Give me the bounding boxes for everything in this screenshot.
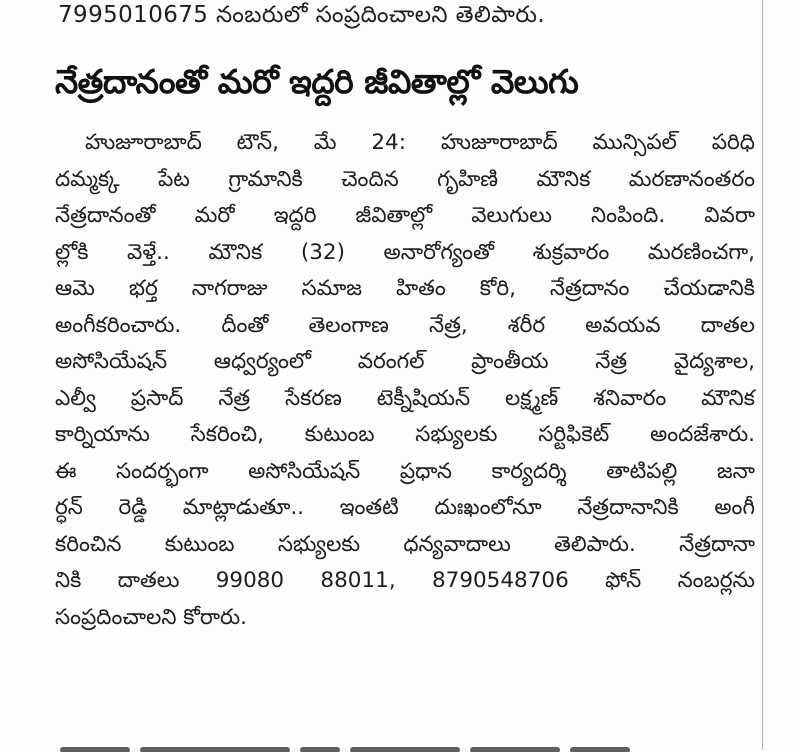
article-body (55, 125, 755, 636)
previous-article-last-line: 7995010675 నంబరులో సంప్రదించాలని తెలిపారు. (58, 2, 546, 28)
body-line: ల్లోకి వెళ్తే.. మౌనిక (32) అనారోగ్యంతో శుక్రవారం మరణించగా, (55, 239, 755, 265)
body-line: సంప్రదించాలని కోరారు. (55, 604, 248, 630)
body-line: అసోసియేషన్ ఆధ్వర్యంలో వరంగల్ ప్రాంతీయ నేత్ర వైద్యశాల, (55, 349, 755, 374)
body-line: అంగీకరించారు. దీంతో తెలంగాణ నేత్ర, శరీర అవయవ దాతల (55, 312, 755, 338)
body-line: ఎల్వీ ప్రసాద్ నేత్ర సేకరణ టెక్నీషియన్ లక్ష్మణ్ శనివారం మౌనిక (55, 385, 755, 411)
body-line: నేత్రదానంతో మరో ఇద్దరి జీవితాల్లో వెలుగులు నింపింది. వివరా (55, 203, 755, 228)
body-line: ఆమె భర్త నాగరాజు సమాజ హితం కోరి, నేత్రదానం చేయడానికి (55, 276, 755, 301)
body-line: హుజూరాబాద్ టౌన్, మే 24: హుజూరాబాద్ మున్సిపల్ పరిధి (85, 130, 755, 155)
body-line: కార్నియాను సేకరించి, కుటుంబ సభ్యులకు సర్టిఫికెట్ అందజేశారు. (55, 422, 755, 447)
body-line: ఈ సందర్భంగా అసోసియేషన్ ప్రధాన కార్యదర్శి తాటిపల్లి జనా (55, 458, 755, 484)
body-line: దమ్మక్క పేట గ్రామానికి చెందిన గృహిణి మౌనిక మరణానంతరం (55, 166, 755, 192)
body-line: నికి దాతలు 99080 88011, 8790548706 ఫోన్ నంబర్లను (55, 568, 755, 593)
column-divider (762, 0, 763, 750)
body-line: ర్ధన్ రెడ్డి మాట్లాడుతూ.. ఇంతటి దుఃఖంలోనూ నేత్రదానానికి అంగీ (55, 495, 755, 520)
body-line: కరించిన కుటుంబ సభ్యులకు ధన్యవాదాలు తెలిపారు. నేత్రదానా (55, 531, 755, 557)
article-headline: నేత్రదానంతో మరో ఇద్దరి జీవితాల్లో వెలుగు (55, 62, 579, 101)
